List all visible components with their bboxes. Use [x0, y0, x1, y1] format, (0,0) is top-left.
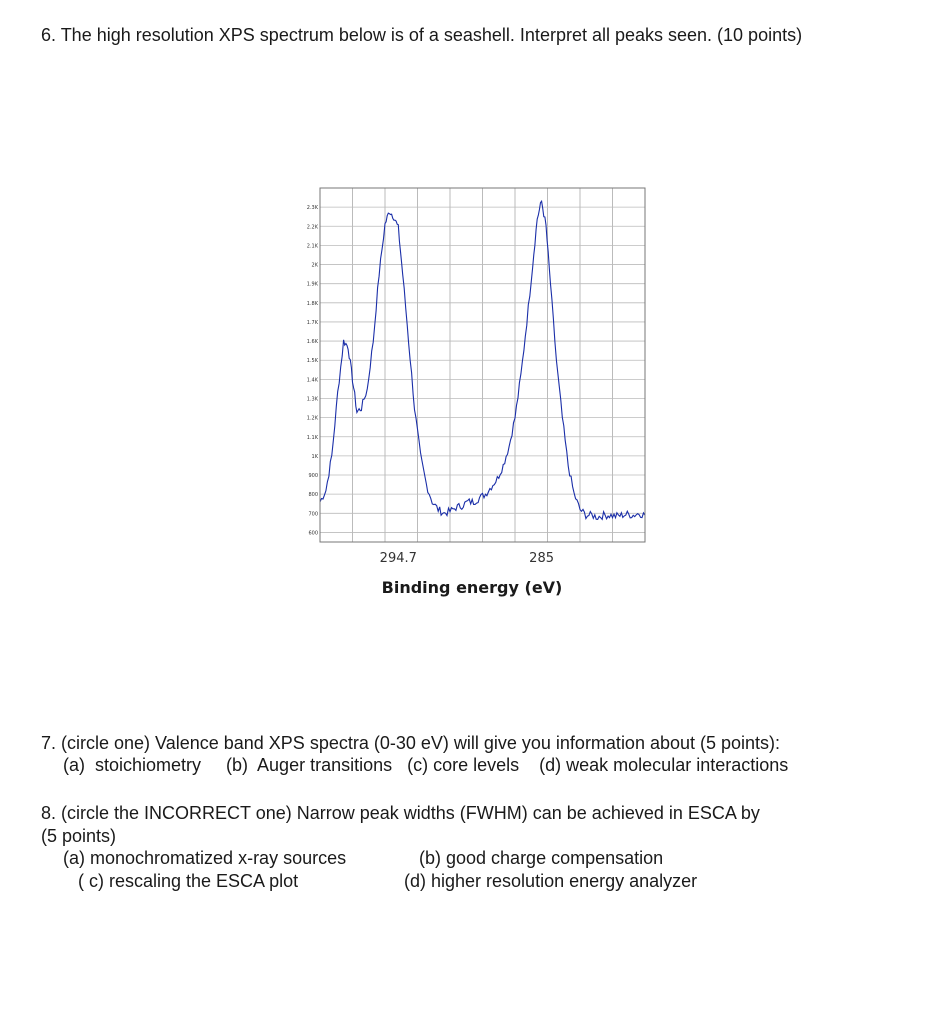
x-tick-label: 285	[529, 551, 555, 566]
y-tick-label: 1.4K	[306, 377, 318, 384]
y-tick-label: 800	[308, 492, 318, 499]
y-tick-label: 1.8K	[306, 300, 318, 307]
question-8	[41, 802, 760, 848]
y-tick-label: 1K	[311, 453, 318, 460]
y-tick-label: 1.2K	[306, 415, 318, 422]
y-tick-label: 2K	[311, 262, 318, 269]
y-tick-label: 1.1K	[306, 434, 318, 441]
y-tick-label: 1.3K	[306, 396, 318, 403]
xps-spectrum-chart	[292, 185, 652, 570]
question-7-options: (a) stoichiometry (b) Auger transitions (c) core levels (d) weak molecular interactions	[63, 755, 789, 775]
y-tick-label: 1.7K	[306, 319, 318, 326]
y-tick-label: 700	[308, 511, 318, 518]
question-6: 6. The high resolution XPS spectrum below is of a seashell. Interpret all peaks seen. (10 points)	[41, 25, 803, 45]
x-tick-label: 294.7	[379, 551, 417, 566]
question-7-text: 7. (circle one) Valence band XPS spectra (0-30 eV) will give you information about (5 points):	[41, 733, 781, 753]
y-tick-label: 600	[308, 530, 318, 537]
y-tick-label: 1.9K	[306, 281, 318, 288]
question-8-option-d: (d) higher resolution energy analyzer	[404, 871, 698, 891]
y-tick-label: 2.2K	[306, 224, 318, 231]
question-8-option-b: (b) good charge compensation	[419, 848, 664, 868]
y-tick-label: 2.1K	[306, 243, 318, 250]
question-8-option-a: (a) monochromatized x-ray sources	[63, 848, 347, 868]
y-tick-label: 1.6K	[306, 339, 318, 346]
question-7	[41, 733, 789, 775]
question-8-text: 8. (circle the INCORRECT one) Narrow peak widths (FWHM) can be achieved in ESCA by	[41, 803, 760, 823]
question-8-points: (5 points)	[41, 826, 117, 846]
y-tick-label: 2.3K	[306, 205, 318, 212]
question-8-option-c: ( c) rescaling the ESCA plot	[78, 871, 299, 891]
x-axis-title: Binding energy (eV)	[381, 578, 563, 597]
x-tick-labels	[380, 551, 554, 566]
y-tick-label: 1.5K	[306, 358, 318, 365]
chart-grid	[320, 188, 645, 542]
y-tick-label: 900	[308, 473, 318, 480]
y-tick-labels	[307, 205, 319, 536]
